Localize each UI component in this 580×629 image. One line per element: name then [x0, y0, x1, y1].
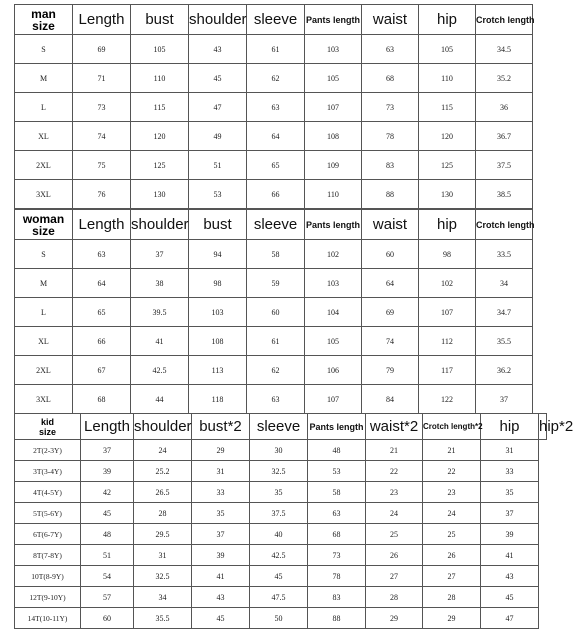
- table-cell: 66: [73, 327, 131, 356]
- table-header-row: [15, 414, 547, 440]
- size-label: 6T(6-7Y): [15, 524, 81, 545]
- table-cell: 113: [189, 356, 247, 385]
- table-cell: 105: [131, 35, 189, 64]
- table-cell: 47: [481, 608, 539, 629]
- table-cell: 120: [419, 122, 476, 151]
- table-cell: 39: [481, 524, 539, 545]
- table-cell: 64: [73, 269, 131, 298]
- table-cell: 31: [134, 545, 192, 566]
- table-cell: 29: [366, 608, 423, 629]
- table-cell: 29.5: [134, 524, 192, 545]
- table-cell: 25.2: [134, 461, 192, 482]
- table-row: [15, 385, 533, 414]
- table-cell: 122: [419, 385, 476, 414]
- table-cell: 34.7: [476, 298, 533, 327]
- table-cell: 74: [362, 327, 419, 356]
- table-cell: 64: [247, 122, 305, 151]
- table-cell: 67: [73, 356, 131, 385]
- table-cell: 43: [192, 587, 250, 608]
- table-cell: 112: [419, 327, 476, 356]
- table-cell: 37: [81, 440, 134, 461]
- corner-line-2: size: [38, 426, 56, 437]
- size-label: 8T(7-8Y): [15, 545, 81, 566]
- table-row: [15, 64, 533, 93]
- table-cell: 108: [189, 327, 247, 356]
- table-header-row: [15, 5, 533, 35]
- woman-size-corner: [15, 210, 73, 240]
- spacer-cell: [539, 440, 547, 461]
- table-row: [15, 461, 547, 482]
- table-cell: 120: [131, 122, 189, 151]
- size-label: S: [15, 35, 73, 64]
- table-cell: 26: [366, 545, 423, 566]
- table-cell: 43: [481, 566, 539, 587]
- table-row: [15, 327, 533, 356]
- column-header: shoulder: [134, 414, 192, 440]
- table-row: [15, 180, 533, 209]
- man-size-table: [14, 4, 533, 209]
- table-cell: 102: [305, 240, 362, 269]
- table-cell: 39: [81, 461, 134, 482]
- size-label: 2XL: [15, 356, 73, 385]
- table-cell: 68: [73, 385, 131, 414]
- table-cell: 31: [192, 461, 250, 482]
- table-cell: 36.7: [476, 122, 533, 151]
- table-cell: 35.5: [134, 608, 192, 629]
- column-header: shoulder: [189, 5, 247, 35]
- table-cell: 43: [189, 35, 247, 64]
- table-cell: 27: [366, 566, 423, 587]
- table-cell: 63: [247, 93, 305, 122]
- table-cell: 105: [419, 35, 476, 64]
- table-cell: 110: [305, 180, 362, 209]
- table-cell: 84: [362, 385, 419, 414]
- spacer-cell: [539, 545, 547, 566]
- table-cell: 54: [81, 566, 134, 587]
- table-cell: 28: [134, 503, 192, 524]
- table-row: [15, 151, 533, 180]
- table-cell: 63: [247, 385, 305, 414]
- table-cell: 103: [305, 35, 362, 64]
- table-cell: 65: [73, 298, 131, 327]
- size-label: 14T(10-11Y): [15, 608, 81, 629]
- table-cell: 125: [419, 151, 476, 180]
- table-header-row: [15, 210, 533, 240]
- table-row: [15, 482, 547, 503]
- table-cell: 68: [362, 64, 419, 93]
- table-cell: 53: [189, 180, 247, 209]
- table-cell: 75: [73, 151, 131, 180]
- column-header: shoulder: [131, 210, 189, 240]
- corner-line-1: kid: [40, 416, 54, 427]
- table-cell: 78: [362, 122, 419, 151]
- woman-size-table: [14, 209, 533, 414]
- table-cell: 40: [250, 524, 308, 545]
- column-header: sleeve: [247, 5, 305, 35]
- table-cell: 34: [476, 269, 533, 298]
- column-header: bust: [189, 210, 247, 240]
- size-label: 2XL: [15, 151, 73, 180]
- table-cell: 69: [73, 35, 131, 64]
- table-cell: 32.5: [134, 566, 192, 587]
- table-cell: 83: [308, 587, 366, 608]
- kid-size-corner: [15, 414, 81, 440]
- column-header: sleeve: [250, 414, 308, 440]
- table-cell: 23: [366, 482, 423, 503]
- table-cell: 25: [423, 524, 481, 545]
- table-cell: 24: [134, 440, 192, 461]
- table-cell: 105: [305, 327, 362, 356]
- spacer-cell: [539, 608, 547, 629]
- column-header: Pants length: [308, 414, 366, 440]
- table-cell: 69: [362, 298, 419, 327]
- table-cell: 24: [366, 503, 423, 524]
- table-cell: 83: [362, 151, 419, 180]
- column-header: bust: [131, 5, 189, 35]
- table-cell: 26: [423, 545, 481, 566]
- table-cell: 57: [81, 587, 134, 608]
- table-cell: 35.5: [476, 327, 533, 356]
- size-label: 3XL: [15, 385, 73, 414]
- column-header: hip*2: [539, 414, 547, 440]
- table-cell: 71: [73, 64, 131, 93]
- table-cell: 49: [189, 122, 247, 151]
- table-cell: 22: [423, 461, 481, 482]
- table-cell: 98: [419, 240, 476, 269]
- table-cell: 35.2: [476, 64, 533, 93]
- table-cell: 60: [362, 240, 419, 269]
- table-cell: 63: [73, 240, 131, 269]
- size-label: L: [15, 93, 73, 122]
- man-size-corner: [15, 5, 73, 35]
- column-header: Length: [81, 414, 134, 440]
- table-cell: 59: [247, 269, 305, 298]
- table-row: [15, 356, 533, 385]
- table-cell: 35: [192, 503, 250, 524]
- table-cell: 106: [305, 356, 362, 385]
- spacer-cell: [539, 503, 547, 524]
- column-header: sleeve: [247, 210, 305, 240]
- table-cell: 34.5: [476, 35, 533, 64]
- column-header: waist: [362, 5, 419, 35]
- table-cell: 103: [305, 269, 362, 298]
- table-cell: 33.5: [476, 240, 533, 269]
- table-cell: 51: [81, 545, 134, 566]
- table-cell: 21: [366, 440, 423, 461]
- table-cell: 68: [308, 524, 366, 545]
- column-header: Crotch length: [476, 5, 533, 35]
- spacer-cell: [539, 587, 547, 608]
- size-label: 5T(5-6Y): [15, 503, 81, 524]
- table-cell: 39: [192, 545, 250, 566]
- size-label: L: [15, 298, 73, 327]
- table-cell: 125: [131, 151, 189, 180]
- table-cell: 61: [247, 327, 305, 356]
- table-cell: 37.5: [250, 503, 308, 524]
- size-label: XL: [15, 327, 73, 356]
- table-row: [15, 608, 547, 629]
- size-label: XL: [15, 122, 73, 151]
- table-cell: 115: [131, 93, 189, 122]
- table-cell: 41: [192, 566, 250, 587]
- table-cell: 130: [419, 180, 476, 209]
- table-row: [15, 93, 533, 122]
- table-cell: 24: [423, 503, 481, 524]
- table-cell: 37: [476, 385, 533, 414]
- table-cell: 42: [81, 482, 134, 503]
- table-cell: 45: [192, 608, 250, 629]
- table-cell: 73: [362, 93, 419, 122]
- size-label: 3XL: [15, 180, 73, 209]
- table-cell: 35: [481, 482, 539, 503]
- table-cell: 21: [423, 440, 481, 461]
- table-cell: 26.5: [134, 482, 192, 503]
- table-cell: 37: [131, 240, 189, 269]
- table-cell: 58: [247, 240, 305, 269]
- table-row: [15, 524, 547, 545]
- table-cell: 94: [189, 240, 247, 269]
- size-label: 3T(3-4Y): [15, 461, 81, 482]
- table-cell: 36.2: [476, 356, 533, 385]
- table-cell: 65: [247, 151, 305, 180]
- size-label: 4T(4-5Y): [15, 482, 81, 503]
- table-cell: 35: [250, 482, 308, 503]
- table-cell: 27: [423, 566, 481, 587]
- column-header: waist*2: [366, 414, 423, 440]
- column-header: waist: [362, 210, 419, 240]
- table-cell: 51: [189, 151, 247, 180]
- column-header: Pants length: [305, 5, 362, 35]
- table-cell: 44: [131, 385, 189, 414]
- table-cell: 58: [308, 482, 366, 503]
- corner-line-1: woman: [22, 211, 65, 226]
- table-cell: 130: [131, 180, 189, 209]
- table-cell: 64: [362, 269, 419, 298]
- table-row: [15, 240, 533, 269]
- spacer-cell: [539, 461, 547, 482]
- table-row: [15, 545, 547, 566]
- table-cell: 98: [189, 269, 247, 298]
- table-row: [15, 503, 547, 524]
- table-cell: 41: [131, 327, 189, 356]
- column-header: bust*2: [192, 414, 250, 440]
- table-cell: 38: [131, 269, 189, 298]
- table-cell: 63: [362, 35, 419, 64]
- table-cell: 107: [305, 385, 362, 414]
- table-cell: 110: [419, 64, 476, 93]
- table-cell: 45: [250, 566, 308, 587]
- spacer-cell: [539, 524, 547, 545]
- table-cell: 62: [247, 356, 305, 385]
- table-cell: 37: [192, 524, 250, 545]
- column-header: hip: [419, 210, 476, 240]
- table-cell: 23: [423, 482, 481, 503]
- table-cell: 118: [189, 385, 247, 414]
- table-row: [15, 298, 533, 327]
- table-cell: 45: [481, 587, 539, 608]
- table-cell: 60: [81, 608, 134, 629]
- table-cell: 48: [308, 440, 366, 461]
- table-cell: 42.5: [131, 356, 189, 385]
- column-header: Length: [73, 210, 131, 240]
- size-label: M: [15, 269, 73, 298]
- size-label: M: [15, 64, 73, 93]
- size-label: 10T(8-9Y): [15, 566, 81, 587]
- table-cell: 47.5: [250, 587, 308, 608]
- table-cell: 74: [73, 122, 131, 151]
- corner-line-2: size: [32, 223, 55, 238]
- table-cell: 117: [419, 356, 476, 385]
- table-cell: 28: [423, 587, 481, 608]
- table-cell: 73: [73, 93, 131, 122]
- table-cell: 33: [192, 482, 250, 503]
- table-row: [15, 122, 533, 151]
- table-cell: 107: [419, 298, 476, 327]
- table-row: [15, 269, 533, 298]
- table-cell: 109: [305, 151, 362, 180]
- table-cell: 37: [481, 503, 539, 524]
- table-cell: 39.5: [131, 298, 189, 327]
- corner-line-2: size: [32, 18, 55, 33]
- kid-size-table: [14, 413, 574, 629]
- table-cell: 66: [247, 180, 305, 209]
- table-cell: 25: [366, 524, 423, 545]
- table-cell: 63: [308, 503, 366, 524]
- table-cell: 104: [305, 298, 362, 327]
- spacer-cell: [539, 566, 547, 587]
- table-cell: 29: [192, 440, 250, 461]
- column-header: Crotch length*2: [423, 414, 481, 440]
- table-row: [15, 587, 547, 608]
- table-row: [15, 35, 533, 64]
- table-cell: 115: [419, 93, 476, 122]
- table-cell: 37.5: [476, 151, 533, 180]
- table-cell: 48: [81, 524, 134, 545]
- table-cell: 29: [423, 608, 481, 629]
- table-cell: 79: [362, 356, 419, 385]
- table-cell: 45: [81, 503, 134, 524]
- column-header: Pants length: [305, 210, 362, 240]
- size-label: 12T(9-10Y): [15, 587, 81, 608]
- table-cell: 32.5: [250, 461, 308, 482]
- table-cell: 107: [305, 93, 362, 122]
- table-cell: 88: [308, 608, 366, 629]
- column-header: hip: [419, 5, 476, 35]
- table-cell: 103: [189, 298, 247, 327]
- table-cell: 41: [481, 545, 539, 566]
- table-cell: 33: [481, 461, 539, 482]
- spacer-cell: [539, 482, 547, 503]
- column-header: Crotch length: [476, 210, 533, 240]
- table-cell: 108: [305, 122, 362, 151]
- table-cell: 42.5: [250, 545, 308, 566]
- table-cell: 105: [305, 64, 362, 93]
- column-header: hip: [481, 414, 539, 440]
- table-cell: 45: [189, 64, 247, 93]
- table-cell: 88: [362, 180, 419, 209]
- table-cell: 78: [308, 566, 366, 587]
- table-cell: 61: [247, 35, 305, 64]
- table-cell: 60: [247, 298, 305, 327]
- table-cell: 102: [419, 269, 476, 298]
- table-cell: 73: [308, 545, 366, 566]
- table-cell: 31: [481, 440, 539, 461]
- table-cell: 34: [134, 587, 192, 608]
- table-cell: 47: [189, 93, 247, 122]
- table-cell: 30: [250, 440, 308, 461]
- table-cell: 62: [247, 64, 305, 93]
- table-row: [15, 440, 547, 461]
- table-cell: 28: [366, 587, 423, 608]
- table-cell: 36: [476, 93, 533, 122]
- size-label: 2T(2-3Y): [15, 440, 81, 461]
- table-cell: 50: [250, 608, 308, 629]
- table-cell: 22: [366, 461, 423, 482]
- size-label: S: [15, 240, 73, 269]
- column-header: Length: [73, 5, 131, 35]
- table-cell: 76: [73, 180, 131, 209]
- table-cell: 53: [308, 461, 366, 482]
- table-row: [15, 566, 547, 587]
- table-cell: 110: [131, 64, 189, 93]
- corner-line-1: man: [31, 6, 56, 21]
- table-cell: 38.5: [476, 180, 533, 209]
